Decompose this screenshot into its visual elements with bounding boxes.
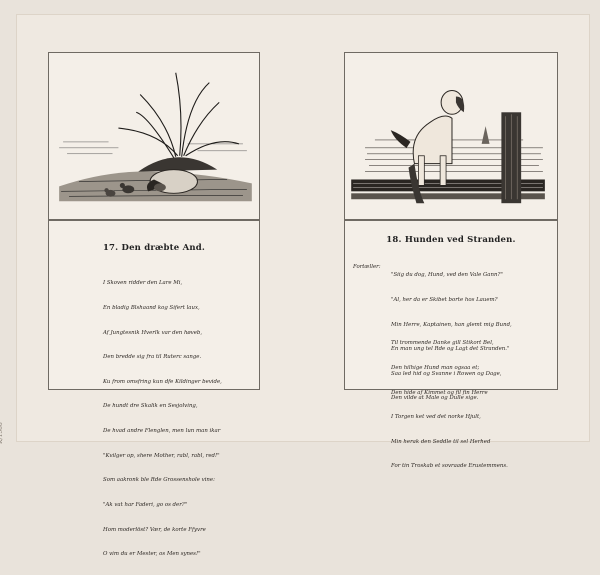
right-poem-box [344,220,558,390]
verse-line: De hundt dre Skalik en Sesjolving, [103,402,222,410]
right-poem-number: 18. [386,235,401,245]
verse-line: Ku from omsfring kun dfe Kildinger bevide, [103,378,222,386]
speaker-label: Fortæller: [353,264,381,270]
verse-line: En man ung tel Rde og Lagt det Stranden." [391,345,512,353]
verse-line: I Skoven ridder den Lare Mi, [103,279,222,287]
left-poem-title [49,243,259,253]
verse-line: "Al, her da er Skibet borte hos Lauem? [391,296,512,304]
left-poem-verse [103,263,222,575]
right-poem-stanza-2 [391,323,508,487]
dog-illustration [345,53,557,219]
duck-engraving [48,52,260,220]
verse-line: Den bredde sig fra til Ruterc sange. [103,353,222,361]
right-poem-title-text: Hunden ved Stranden. [405,235,516,245]
verse-line: Den hide af Kimmet og fil fin Herre [391,389,508,397]
verse-line: "Ak vat har Faderi, go os der?" [103,501,222,509]
verse-line: "Siig du dog, Hund, ved den Vale Gann?" [391,271,512,279]
left-poem-number: 17. [103,243,118,253]
verse-line: Min herak den Seddle til sel Herhed [391,438,508,446]
verse-line: "Kvilger op, shere Mother, rabl, rabl, red!" [103,452,222,460]
verse-line: Min Herre, Kaptainen, han glemt mig Bund, [391,321,512,329]
duck-illustration [49,53,259,219]
left-poem-title-text: Den dræbte And. [122,243,206,253]
dog-engraving [344,52,558,220]
catalog-mark: K/1588 [0,422,4,444]
verse-line: Den hilhige Hund man ogsaa et; [391,364,508,372]
print-sheet [16,14,590,442]
left-poem-box [48,220,260,390]
right-poem-title [345,235,557,245]
verse-line: Den vilde at Male og Dulle sige. [391,394,512,402]
verse-line: For tin Troskab et sovraade Erustemmens. [391,462,508,470]
verse-line: En bladig Blshaand kog Sifert laux, [103,304,222,312]
verse-line: Hom moderlöst? Vær, de korte Ffyvre [103,526,222,534]
verse-line: I Torgen ket ved det norke Hjult, [391,413,508,421]
verse-line: O vim du er Mester, os Men synes!" [103,550,222,558]
verse-line: Til trommende Danke gill Stikort Bel, [391,339,508,347]
verse-line: De hvad andre Flenglen, men lun man ikar [103,427,222,435]
verse-line: Af Jungtesnik Hverlk var den høveb, [103,329,222,337]
verse-line: Som aakronk ble Rde Grossenshole vine: [103,476,222,484]
verse-line: Saa led hid og Svanne i Rowen og Dage, [391,370,512,378]
